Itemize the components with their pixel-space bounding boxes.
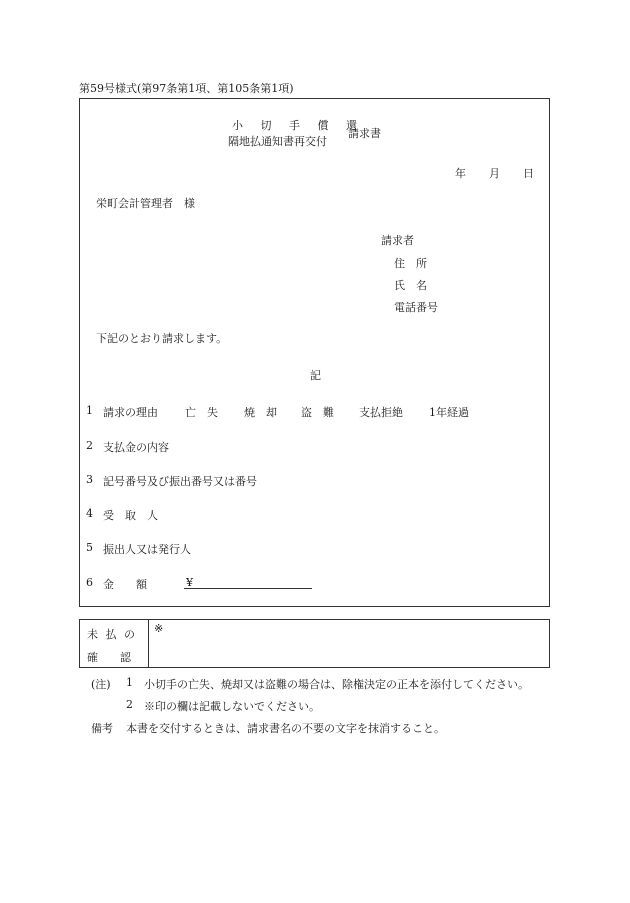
confirm-label-line-1: 未 払 の [87,628,137,641]
date-year: 年 [455,167,466,180]
reason-lost: 亡 失 [185,406,218,419]
title-line-2: 隔地払通知書再交付 [228,135,327,148]
requester-phone-label: 電話番号 [394,301,438,314]
item-label-amount: 金 額 [103,578,147,591]
reason-payment-refused: 支払拒絶 [359,406,403,419]
reason-stolen: 盗 難 [301,406,334,419]
confirm-mark: ※ [154,622,164,635]
addressee: 栄町会計管理者 様 [96,197,195,210]
unpaid-confirmation-box [79,619,550,668]
item-label-recipient: 受 取 人 [103,509,158,522]
confirm-label-line-2: 確 認 [87,651,131,664]
item-label-payment-content: 支払金の内容 [103,441,169,454]
item-label-serial-number: 記号番号及び振出番号又は番号 [103,475,257,488]
requester-label: 請求者 [381,234,414,247]
remarks-label: 備考 [91,722,113,735]
title-suffix: 請求書 [348,127,381,140]
reason-one-year-elapsed: 1年経過 [429,406,469,419]
notes-label: (注) [91,678,111,691]
note-2-number: 2 [126,698,133,711]
confirmation-divider [148,619,149,668]
ki-heading: 記 [310,369,321,382]
item-label-issuer: 振出人又は発行人 [103,543,191,556]
item-number: 3 [86,473,93,486]
item-number: 6 [86,576,93,589]
title-line-1: 小 切 手 償 還 [232,119,364,132]
reason-burned: 焼 却 [244,406,277,419]
date-day: 日 [523,167,534,180]
date-month: 月 [489,167,500,180]
note-1-number: 1 [126,676,133,689]
note-2-text: ※印の欄は記載しないでください。 [144,700,320,713]
note-1-text: 小切手の亡失、焼却又は盗難の場合は、除権決定の正本を添付してください。 [144,678,529,691]
requester-name-label: 氏 名 [394,279,427,292]
item-number: 4 [86,507,93,520]
yen-sign: ¥ [186,576,193,589]
request-form-frame [79,98,550,607]
item-number: 2 [86,439,93,452]
remarks-text: 本書を交付するときは、請求書名の不要の文字を抹消すること。 [126,722,445,735]
requester-address-label: 住 所 [394,257,427,270]
item-number: 5 [86,541,93,554]
item-number: 1 [86,404,93,417]
form-number: 第59号様式(第97条第1項、第105条第1項) [79,82,294,95]
amount-underline [184,588,312,589]
item-label-reason: 請求の理由 [103,406,158,419]
intro-text: 下記のとおり請求します。 [96,332,228,345]
